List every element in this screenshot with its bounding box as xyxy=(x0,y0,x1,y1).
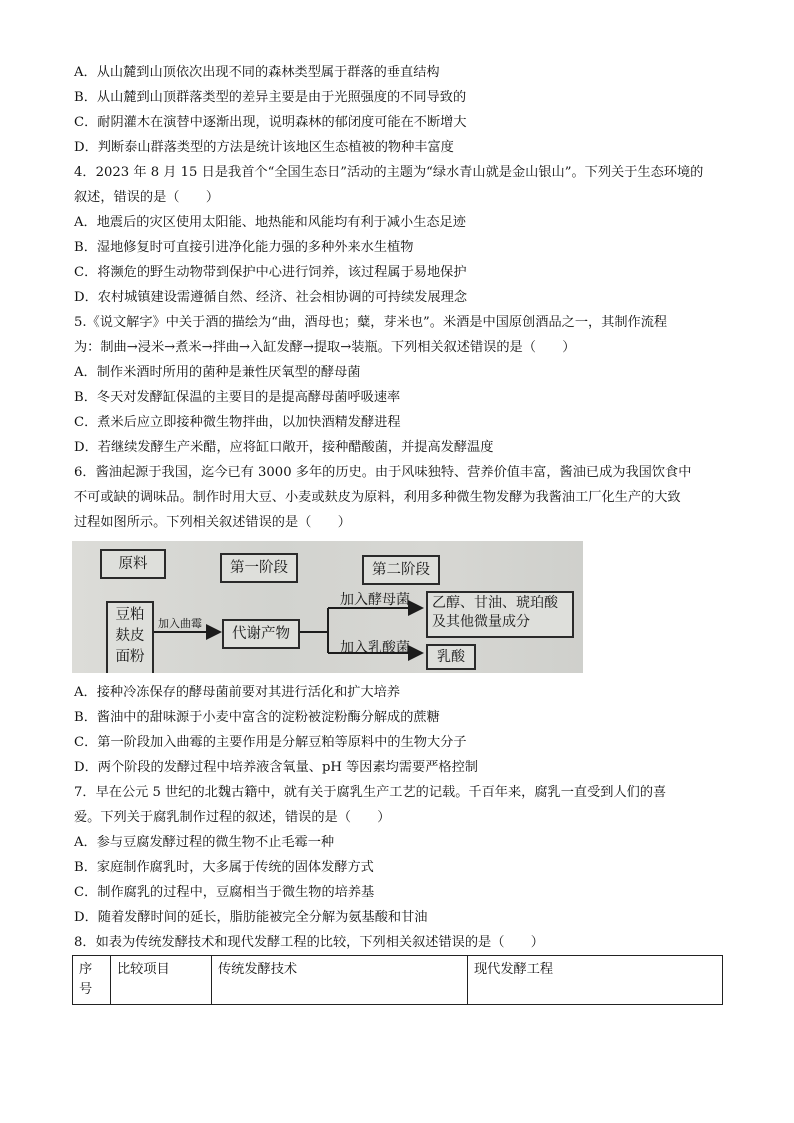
header-index: 序 号 xyxy=(73,956,111,1005)
arrow1-label: 加入曲霉 xyxy=(158,617,202,630)
table-header-row xyxy=(73,956,723,1005)
header-item: 比较项目 xyxy=(111,956,212,1005)
material-soybean-meal: 豆粕 xyxy=(115,607,145,623)
header-modern: 现代发酵工程 xyxy=(468,956,723,1005)
option-4b: B．湿地修复时可直接引进净化能力强的多种外来水生植物 xyxy=(74,240,414,255)
question-6-stem-cont: 不可或缺的调味品。制作时用大豆、小麦或麸皮为原料，利用多种微生物发酵为我酱油工厂化生产的大致 xyxy=(74,490,681,505)
question-4-stem-cont: 叙述，错误的是（ ） xyxy=(74,190,220,205)
option-5d: D．若继续发酵生产米醋，应将缸口敞开，接种醋酸菌，并提高发酵温度 xyxy=(74,440,494,455)
yeast-label: 加入酵母菌 xyxy=(340,592,410,608)
option-4a: A．地震后的灾区使用太阳能、地热能和风能均有利于减小生态足迹 xyxy=(74,215,466,230)
option-3c: C．耐阴灌木在演替中逐渐出现，说明森林的郁闭度可能在不断增大 xyxy=(74,115,467,130)
option-6a: A．接种冷冻保存的酵母菌前要对其进行活化和扩大培养 xyxy=(74,685,401,700)
question-6-stem: 6．酱油起源于我国，迄今已有 3000 多年的历史。由于风味独特、营养价值丰富，酱油已成为我国饮食中 xyxy=(74,465,692,480)
lactic-label: 加入乳酸菌 xyxy=(340,640,410,656)
material-bran: 麸皮 xyxy=(115,628,145,644)
raw-material-box: 原料 xyxy=(100,549,166,579)
yeast-product-line-2: 及其他微量成分 xyxy=(432,614,530,630)
metabolite-box: 代谢产物 xyxy=(222,619,300,649)
question-8-stem: 8．如表为传统发酵技术和现代发酵工程的比较，下列相关叙述错误的是（ ） xyxy=(74,935,544,950)
materials-box xyxy=(106,601,154,673)
option-5c: C．煮米后应立即接种微生物拌曲，以加快酒精发酵进程 xyxy=(74,415,401,430)
option-7a: A．参与豆腐发酵过程的微生物不止毛霉一种 xyxy=(74,835,335,850)
yeast-product-box xyxy=(426,591,574,638)
option-6d: D．两个阶段的发酵过程中培养液含氧量、pH 等因素均需要严格控制 xyxy=(74,760,478,775)
option-6b: B．酱油中的甜味源于小麦中富含的淀粉被淀粉酶分解成的蔗糖 xyxy=(74,710,440,725)
question-7-stem-cont: 爱。下列关于腐乳制作过程的叙述，错误的是（ ） xyxy=(74,810,391,825)
question-4-stem: 4．2023 年 8 月 15 日是我首个“全国生态日”活动的主题为“绿水青山就是金山银山”。下列关于生态环境的 xyxy=(74,165,704,180)
yeast-product-line-1: 乙醇、甘油、琥珀酸 xyxy=(432,595,558,611)
soy-sauce-process-diagram xyxy=(72,541,583,673)
stage-2-box: 第二阶段 xyxy=(362,555,440,585)
option-4c: C．将濒危的野生动物带到保护中心进行饲养，该过程属于易地保护 xyxy=(74,265,467,280)
option-7c: C．制作腐乳的过程中，豆腐相当于微生物的培养基 xyxy=(74,885,375,900)
material-flour: 面粉 xyxy=(115,649,145,665)
question-6-stem-end: 过程如图所示。下列相关叙述错误的是（ ） xyxy=(74,515,351,530)
option-5b: B．冬天对发酵缸保温的主要目的是提高酵母菌呼吸速率 xyxy=(74,390,401,405)
option-5a: A．制作米酒时所用的菌种是兼性厌氧型的酵母菌 xyxy=(74,365,361,380)
option-6c: C．第一阶段加入曲霉的主要作用是分解豆粕等原料中的生物大分子 xyxy=(74,735,467,750)
stage-1-box: 第一阶段 xyxy=(220,553,298,583)
question-5-stem-cont: 为：制曲→浸米→煮米→拌曲→入缸发酵→提取→装瓶。下列相关叙述错误的是（ ） xyxy=(74,340,576,355)
option-3a: A．从山麓到山顶依次出现不同的森林类型属于群落的垂直结构 xyxy=(74,65,440,80)
option-3d: D．判断泰山群落类型的方法是统计该地区生态植被的物种丰富度 xyxy=(74,140,454,155)
comparison-table xyxy=(72,955,723,1005)
question-7-stem: 7．早在公元 5 世纪的北魏古籍中，就有关于腐乳生产工艺的记载。千百年来，腐乳一直受到人们的喜 xyxy=(74,785,667,800)
option-7d: D．随着发酵时间的延长，脂肪能被完全分解为氨基酸和甘油 xyxy=(74,910,428,925)
lactic-product-box: 乳酸 xyxy=(426,644,476,670)
option-3b: B．从山麓到山顶群落类型的差异主要是由于光照强度的不同导致的 xyxy=(74,90,467,105)
question-5-stem: 5.《说文解字》中关于酒的描绘为“曲，酒母也；糵，芽米也”。米酒是中国原创酒品之一，其制作流程 xyxy=(74,315,668,330)
header-traditional: 传统发酵技术 xyxy=(212,956,468,1005)
option-7b: B．家庭制作腐乳时，大多属于传统的固体发酵方式 xyxy=(74,860,374,875)
option-4d: D．农村城镇建设需遵循自然、经济、社会相协调的可持续发展理念 xyxy=(74,290,468,305)
